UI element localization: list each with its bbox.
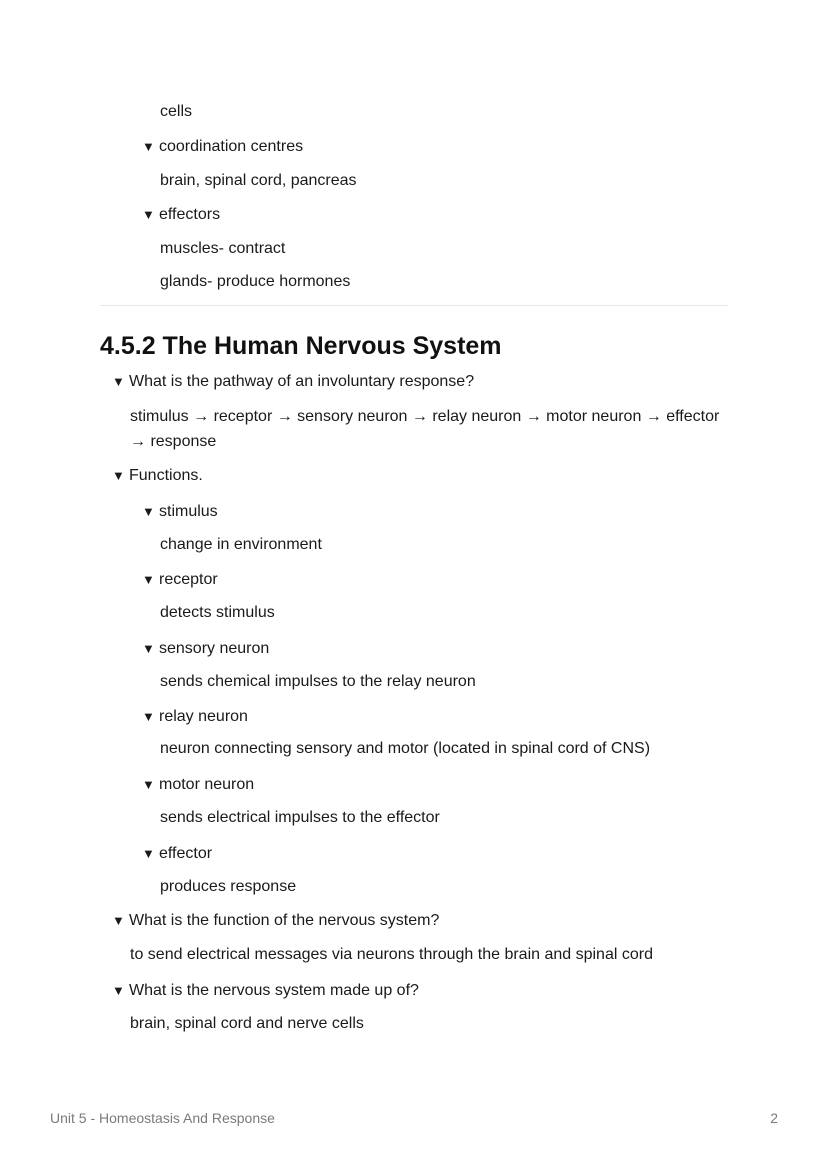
toggle-label: What is the function of the nervous system? bbox=[129, 912, 440, 929]
toggle-effectors[interactable] bbox=[142, 205, 220, 225]
toggle-label: What is the nervous system made up of? bbox=[129, 982, 419, 999]
sensory-neuron-text: sends chemical impulses to the relay neuron bbox=[160, 673, 476, 690]
toggle-functions[interactable] bbox=[112, 466, 203, 486]
stimulus-text: change in environment bbox=[160, 536, 322, 553]
toggle-label: motor neuron bbox=[159, 776, 255, 793]
effector-text: produces response bbox=[160, 878, 297, 895]
page-number: 2 bbox=[770, 1110, 778, 1126]
effectors-text-2: glands- produce hormones bbox=[160, 273, 351, 290]
toggle-label: coordination centres bbox=[159, 138, 304, 155]
toggle-relay-neuron[interactable] bbox=[142, 707, 248, 727]
effectors-text-1: muscles- contract bbox=[160, 240, 286, 257]
triangle-down-icon: ▼ bbox=[142, 846, 155, 861]
toggle-stimulus[interactable] bbox=[142, 502, 218, 522]
coordination-text: brain, spinal cord, pancreas bbox=[160, 172, 357, 189]
triangle-down-icon: ▼ bbox=[142, 709, 155, 724]
toggle-label: What is the pathway of an involuntary response? bbox=[129, 373, 475, 390]
toggle-label: Functions. bbox=[129, 467, 203, 484]
toggle-receptor[interactable] bbox=[142, 570, 218, 590]
triangle-down-icon: ▼ bbox=[112, 468, 125, 483]
q2-answer: to send electrical messages via neurons through the brain and spinal cord bbox=[130, 946, 653, 963]
receptor-text: detects stimulus bbox=[160, 604, 275, 621]
section-heading: 4.5.2 The Human Nervous System bbox=[100, 332, 502, 360]
triangle-down-icon: ▼ bbox=[142, 207, 155, 222]
relay-neuron-text: neuron connecting sensory and motor (located in spinal cord of CNS) bbox=[160, 740, 651, 757]
toggle-label: effectors bbox=[159, 206, 221, 223]
toggle-label: sensory neuron bbox=[159, 640, 270, 657]
toggle-q1[interactable] bbox=[112, 372, 474, 392]
toggle-q2[interactable] bbox=[112, 911, 439, 931]
triangle-down-icon: ▼ bbox=[112, 374, 125, 389]
toggle-coordination-centres[interactable] bbox=[142, 137, 303, 157]
q1-answer: stimulus → receptor → sensory neuron → relay neuron → motor neuron → effector → response bbox=[130, 408, 720, 450]
triangle-down-icon: ▼ bbox=[142, 504, 155, 519]
toggle-motor-neuron[interactable] bbox=[142, 775, 254, 795]
toggle-sensory-neuron[interactable] bbox=[142, 639, 269, 659]
toggle-effector[interactable] bbox=[142, 844, 212, 864]
motor-neuron-text: sends electrical impulses to the effector bbox=[160, 809, 440, 826]
toggle-label: stimulus bbox=[159, 503, 218, 520]
triangle-down-icon: ▼ bbox=[142, 777, 155, 792]
triangle-down-icon: ▼ bbox=[112, 913, 125, 928]
q3-answer: brain, spinal cord and nerve cells bbox=[130, 1015, 364, 1032]
toggle-label: receptor bbox=[159, 571, 218, 588]
toggle-label: relay neuron bbox=[159, 708, 248, 725]
footer-title: Unit 5 - Homeostasis And Response bbox=[50, 1110, 275, 1126]
toggle-q3[interactable] bbox=[112, 981, 419, 1001]
triangle-down-icon: ▼ bbox=[142, 139, 155, 154]
triangle-down-icon: ▼ bbox=[142, 572, 155, 587]
cells-text: cells bbox=[160, 103, 193, 120]
toggle-label: effector bbox=[159, 845, 213, 862]
triangle-down-icon: ▼ bbox=[142, 641, 155, 656]
section-divider bbox=[100, 305, 728, 306]
triangle-down-icon: ▼ bbox=[112, 983, 125, 998]
